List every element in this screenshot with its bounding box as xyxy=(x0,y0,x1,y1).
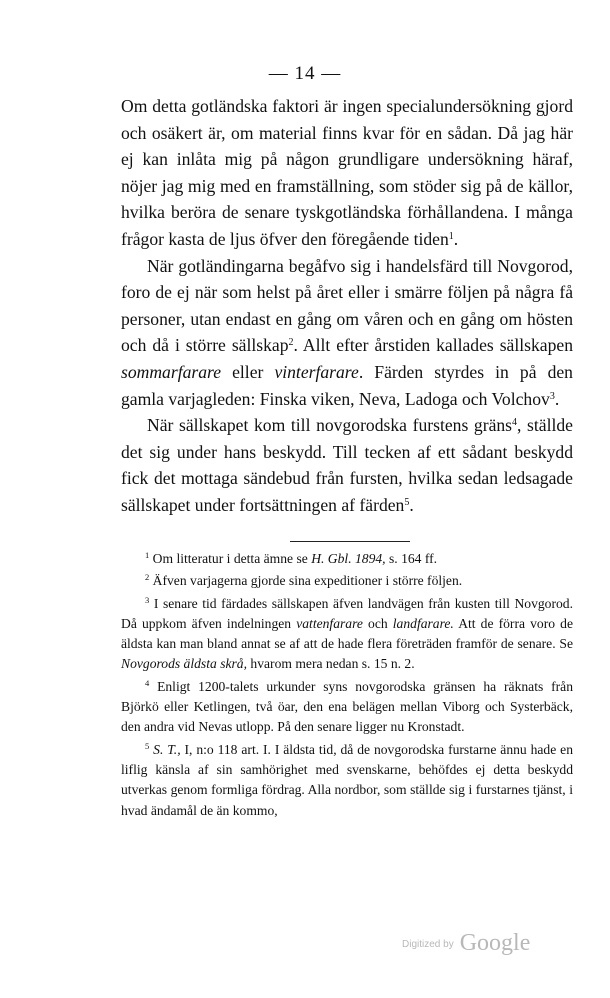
watermark-small-text: Digitized by xyxy=(402,939,454,950)
footnote-marker: 2 xyxy=(145,572,150,583)
main-text xyxy=(121,93,573,519)
footnotes xyxy=(121,549,573,823)
paragraph xyxy=(121,412,573,518)
text-run: . Färden styrdes in på den gamla varjagleden: Finska viken, Neva, Ladoga och Volchov xyxy=(121,361,573,409)
footnote-marker: 5 xyxy=(404,496,410,508)
italic-text: Novgorods äldsta skrå, xyxy=(121,656,248,672)
footnote-marker: 2 xyxy=(288,337,294,349)
text-run: . Allt efter årstiden kallades sällskapen xyxy=(293,335,574,356)
text-run: . xyxy=(554,388,560,409)
text-run: och xyxy=(362,615,393,631)
text-run: Om detta gotländska faktori är ingen specialundersökning gjord och osäkert är, om material finns kvar för en sådan. Då jag här ej kan inlåta mig på någon grundligare undersökning häraf, nöjer jag mig med en framställning, som stöder sig på de källor, hvilka beröra de senare tyskgotländska förhållandena. I många frågor kasta de ljus öfver den föregående tiden xyxy=(121,96,573,249)
footnote xyxy=(121,594,573,675)
footnote-separator xyxy=(290,541,410,542)
text-run: I, n:o 118 art. I. I äldsta tid, då de novgorodska furstarne ännu hade en liflig känsla af sin samhörighet med svenskarne, behöfdes ej detta beskydd utverkas genom formliga fördrag. Alla nordbor, som ställde sig i furstarnes tjänst, i hvad ändamål de än kommo, xyxy=(121,741,573,818)
page-number: — 14 — xyxy=(268,63,342,84)
italic-text: landfarare. xyxy=(392,615,454,631)
footnote xyxy=(121,740,573,821)
text-run: Att de förra voro de äldsta kan man bland annat se af att de hade flera företräden framför de senare. Se xyxy=(121,615,573,652)
digitized-by-google-watermark xyxy=(402,930,530,957)
text-run: eller xyxy=(221,361,275,382)
text-run: När gotländingarna begåfvo sig i handelsfärd till Novgorod, foro de ej när som helst på året eller i smärre följen på några få personer, utan endast en gång om våren och en gång om hösten och då i större sällskap xyxy=(121,255,573,356)
text-run: Enligt 1200-talets urkunder syns novgorodska gränsen ha räknats från Björkö eller Ketlingen, två öar, den ena belägen mellan Viborg och Systerbäck, den andra vid Nevas utlopp. På den senare ligger nu Kronstadt. xyxy=(121,678,573,735)
footnote-marker: 4 xyxy=(512,417,518,429)
text-run: hvarom mera nedan s. 15 n. 2. xyxy=(247,656,415,672)
footnote xyxy=(121,571,573,591)
text-run: . xyxy=(453,228,459,249)
text-run: s. 164 ff. xyxy=(385,551,438,566)
italic-text: H. Gbl. 1894, xyxy=(311,551,386,566)
footnote-marker: 4 xyxy=(145,677,150,688)
watermark-google-logo: Google xyxy=(459,930,531,956)
text-run: Om litteratur i detta ämne se xyxy=(149,551,312,566)
italic-text: vinterfarare xyxy=(274,361,359,382)
footnote-marker: 3 xyxy=(549,390,555,402)
footnote xyxy=(121,677,573,738)
footnote-marker: 1 xyxy=(448,230,454,242)
italic-text: vattenfarare xyxy=(296,615,363,631)
italic-text: sommarfarare xyxy=(121,361,222,382)
paragraph xyxy=(121,253,573,413)
italic-text: S. T., xyxy=(153,741,181,757)
footnote-marker: 3 xyxy=(145,594,150,605)
footnote xyxy=(121,549,573,569)
text-run: , ställde det sig under hans beskydd. Till tecken af ett sådant beskydd fick det mottaga sändebud från fursten, hvilka sedan ledsagade sällskapet under fortsättningen af färden xyxy=(121,415,573,515)
footnote-marker: 1 xyxy=(145,550,150,560)
footnote-marker: 5 xyxy=(145,740,150,751)
text-run: När sällskapet kom till novgorodska furstens gräns xyxy=(147,415,513,436)
paragraph xyxy=(121,93,573,253)
text-run: Äfven varjagerna gjorde sina expeditioner i större följen. xyxy=(149,573,463,589)
text-run: . xyxy=(409,494,414,515)
text-run: I senare tid färdades sällskapen äfven landvägen från kusten till Novgorod. Då uppkom äfven indelningen xyxy=(121,595,573,631)
